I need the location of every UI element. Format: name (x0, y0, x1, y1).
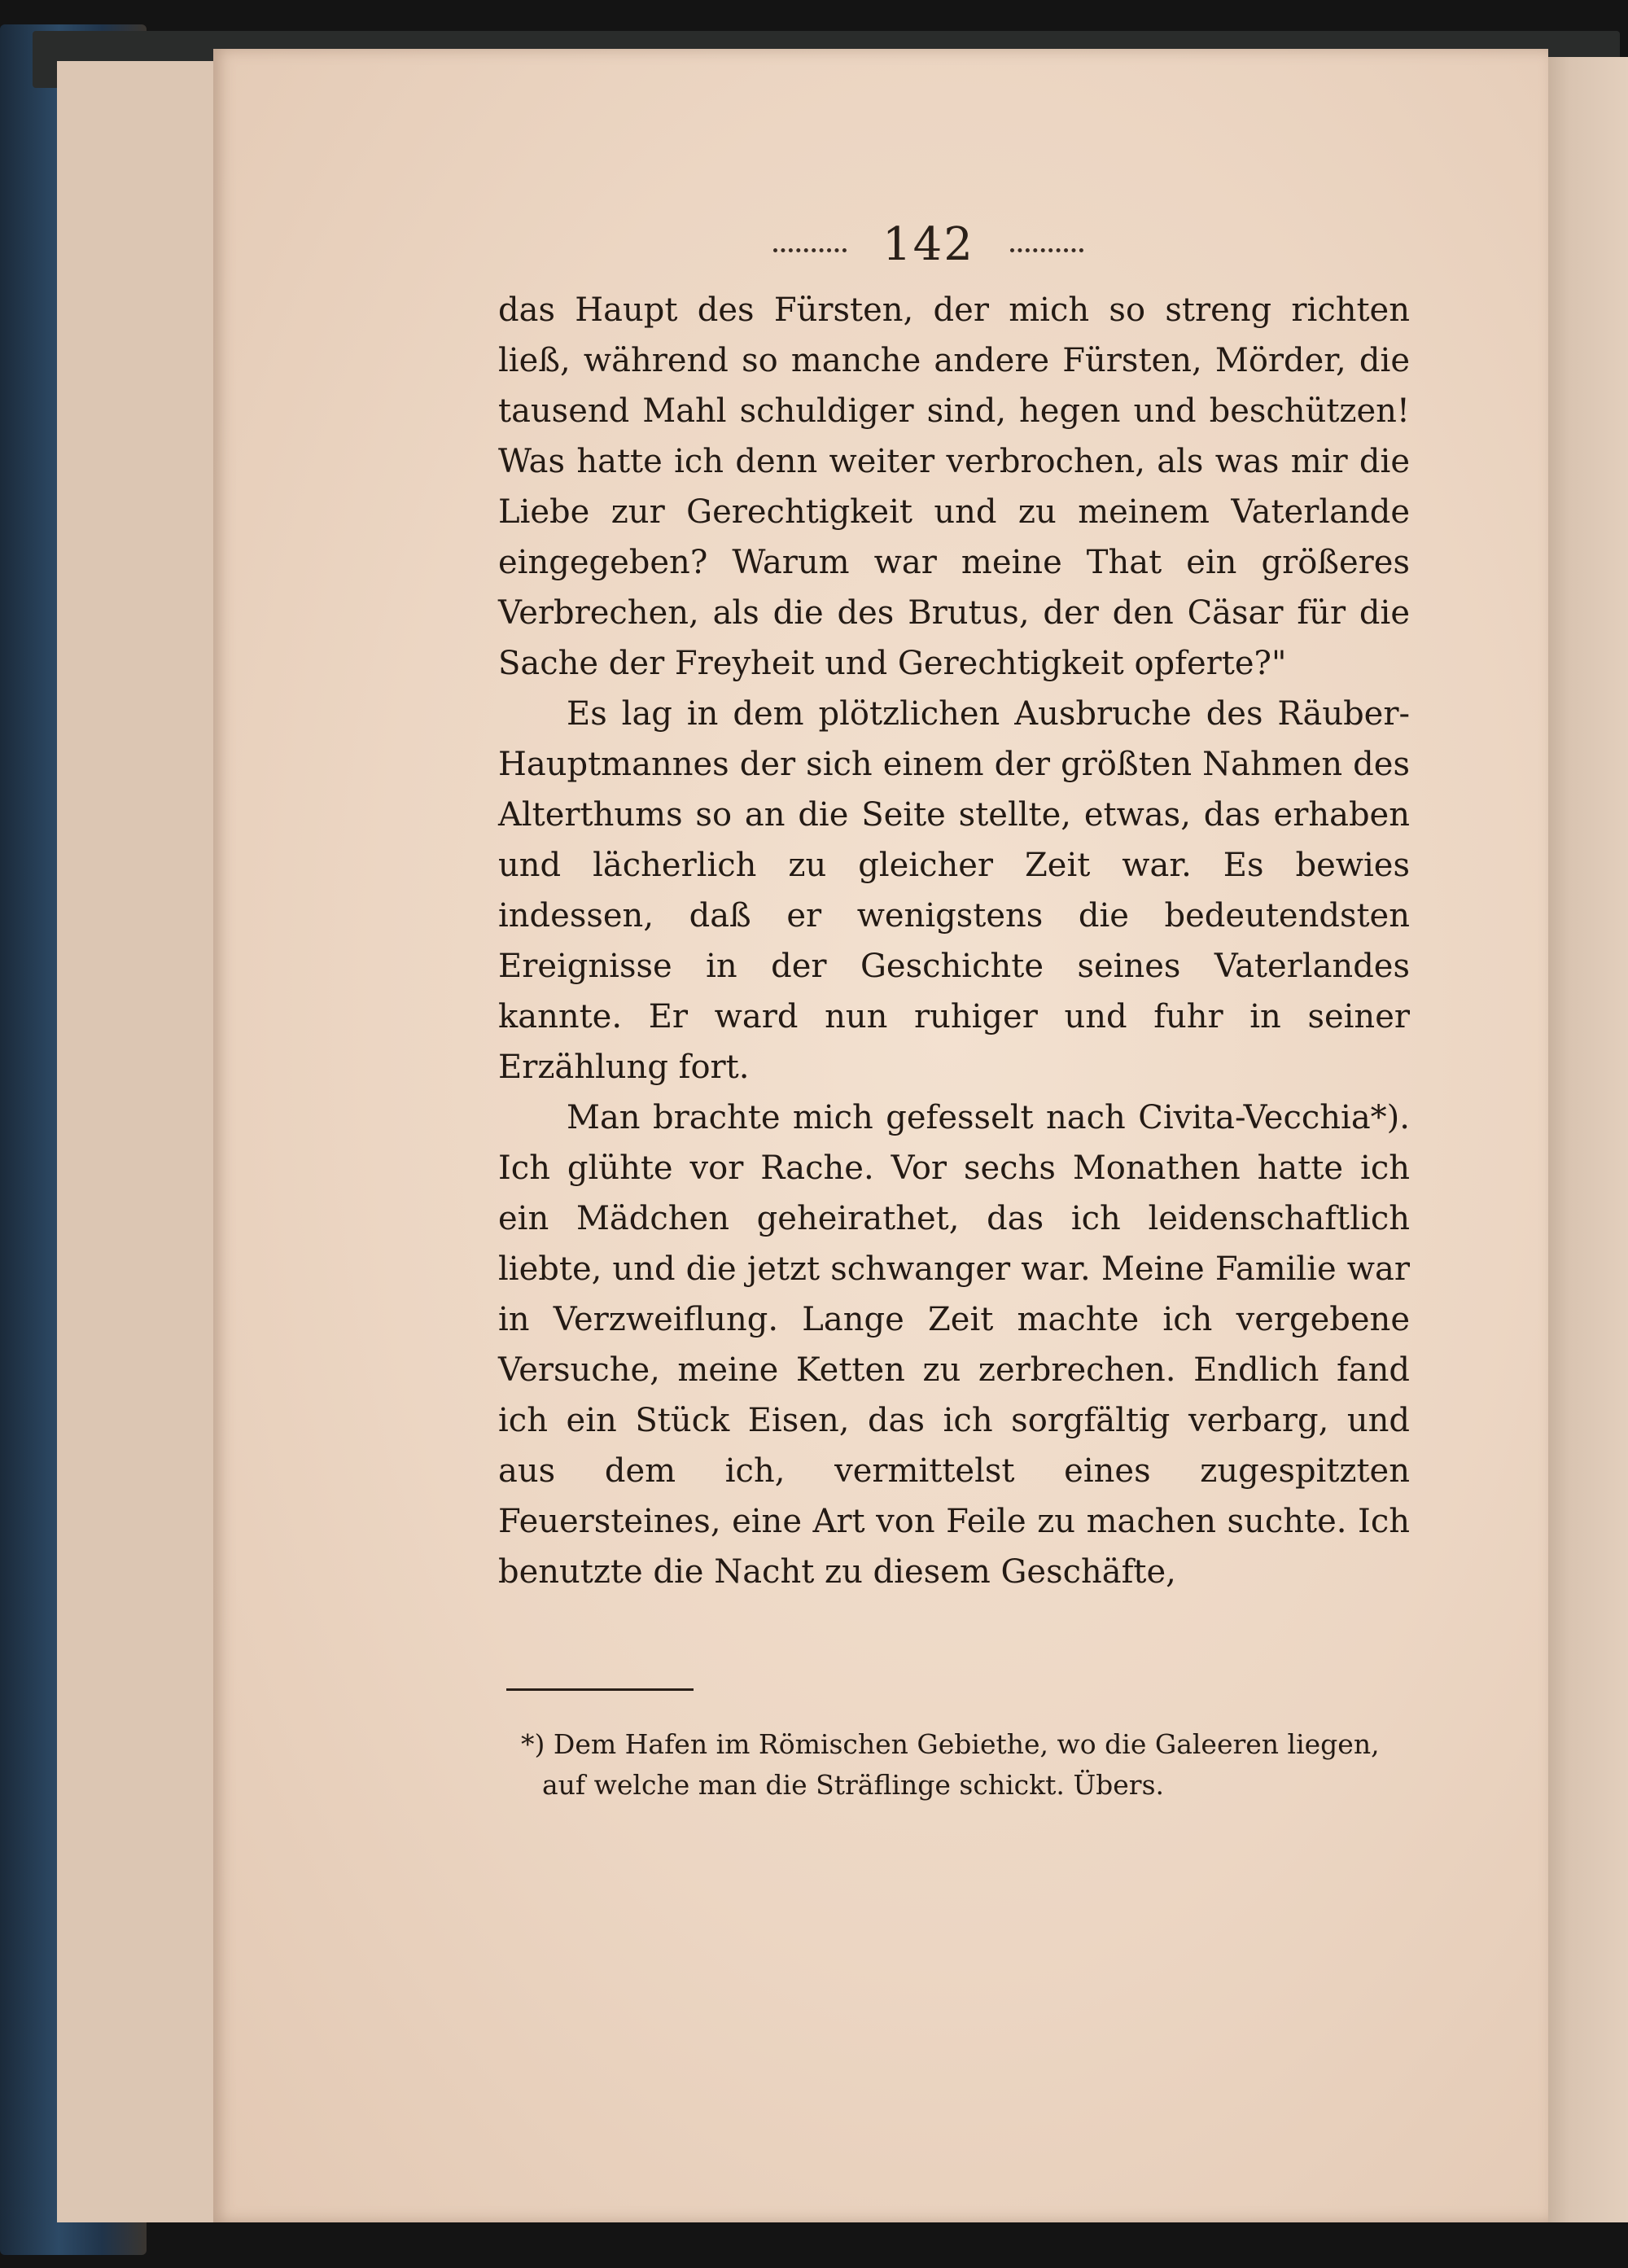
footnote: *) Dem Hafen im Römischen Gebiethe, wo die Galeeren liegen, auf welche man die Sträflinge schickt. Übers. (521, 1728, 1380, 1801)
footnote-rule (506, 1688, 694, 1691)
left-ornament (773, 237, 847, 252)
body-text (498, 285, 1410, 1597)
paragraph: Man brachte mich gefesselt nach Civita-Vecchia*). Ich glühte vor Rache. Vor sechs Monathen hatte ich ein Mädchen geheirathet, das ich leidenschaftlich liebte, und die jetzt schwanger war. Meine Familie war in Verzweiflung. Lange Zeit machte ich vergebene Versuche, meine Ketten zu zerbrechen. Endlich fand ich ein Stück Eisen, das ich sorgfältig verbarg, und aus dem ich, vermittelst eines zugespitzten Feuersteines, eine Art von Feile zu machen suchte. Ich benutzte die Nacht zu diesem Geschäfte, (498, 1099, 1410, 1591)
page-number: 142 (882, 218, 974, 271)
page-header (773, 218, 1083, 271)
paragraph: Es lag in dem plötzlichen Ausbruche des Räuber-Hauptmannes der sich einem der größten Nahmen des Alterthums so an die Seite stellte, etwas, das erhaben und lächerlich zu gleicher Zeit war. Es bewies indessen, daß er wenigstens die bedeutendsten Ereignisse in der Geschichte seines Vaterlandes kannte. Er ward nun ruhiger und fuhr in seiner Erzählung fort. (498, 695, 1410, 1086)
right-ornament (1010, 237, 1083, 252)
paragraph: das Haupt des Fürsten, der mich so streng richten ließ, während so manche andere Fürsten, Mörder, die tausend Mahl schuldiger sind, hegen und beschützen! Was hatte ich denn weiter verbrochen, als was mir die Liebe zur Gerechtigkeit und zu meinem Vaterlande eingegeben? Warum war meine That ein größeres Verbrechen, als die des Brutus, der den Cäsar für die Sache der Freyheit und Gerechtigkeit opferte?" (498, 291, 1410, 682)
